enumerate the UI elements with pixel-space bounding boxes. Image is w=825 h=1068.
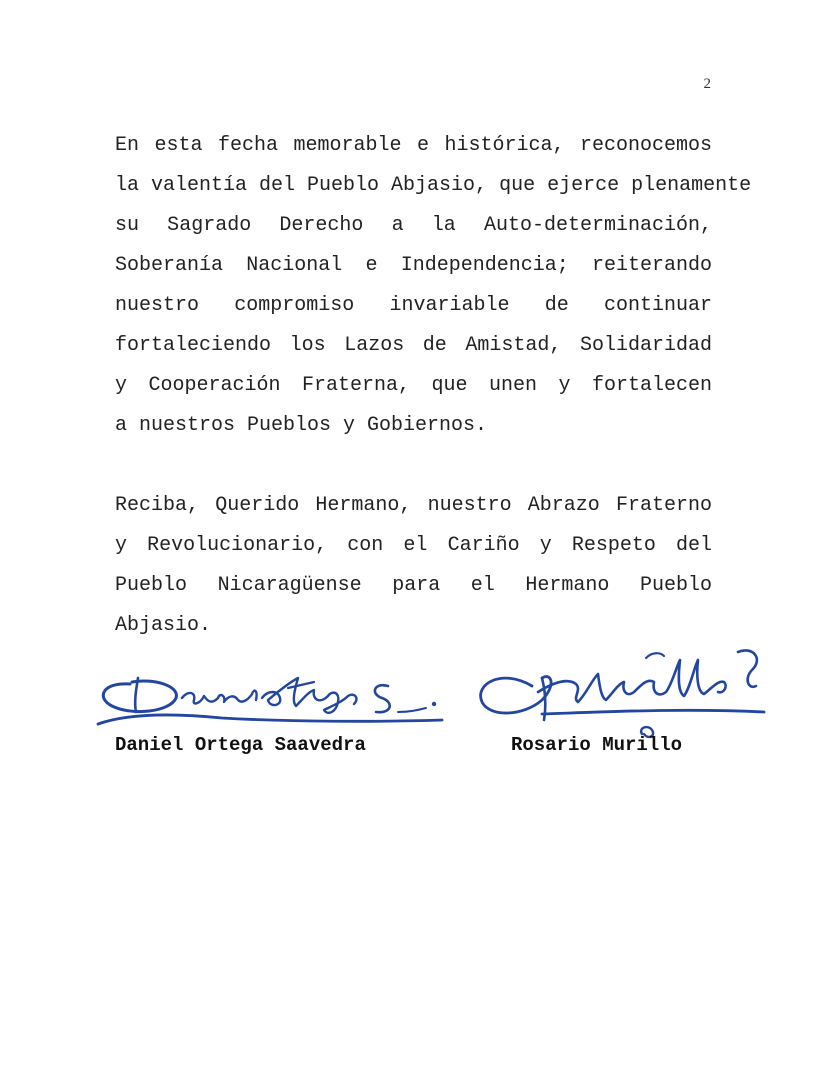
paragraph-line: y Cooperación Fraterna, que unen y fortalecen: [115, 374, 712, 397]
paragraph-line: fortaleciendo los Lazos de Amistad, Solidaridad: [115, 334, 712, 357]
paragraph-line: la valentía del Pueblo Abjasio, que ejerce plenamente: [115, 174, 752, 197]
page-number: 2: [703, 76, 711, 92]
paragraph-line: Reciba, Querido Hermano, nuestro Abrazo Fraterno: [115, 494, 712, 517]
paragraph-line: a nuestros Pueblos y Gobiernos.: [115, 414, 488, 437]
paragraph-line: Pueblo Nicaragüense para el Hermano Pueblo: [115, 574, 712, 597]
paragraph-line: nuestro compromiso invariable de continuar: [115, 294, 712, 317]
signature-rosario-murillo: [472, 638, 767, 738]
paragraph-line: Abjasio.: [115, 614, 212, 637]
signature-daniel-ortega: [92, 660, 447, 732]
paragraph-line: su Sagrado Derecho a la Auto-determinación,: [115, 214, 712, 237]
paragraph-line: y Revolucionario, con el Cariño y Respeto del: [115, 534, 712, 557]
paragraph-closing: [115, 486, 712, 646]
paragraph-line: En esta fecha memorable e histórica, reconocemos: [115, 134, 712, 157]
paragraph-line: Soberanía Nacional e Independencia; reiterando: [115, 254, 712, 277]
signer-name-rosario: Rosario Murillo: [511, 734, 683, 756]
paragraph-recognition: [115, 126, 752, 446]
signer-name-daniel: Daniel Ortega Saavedra: [115, 734, 366, 756]
